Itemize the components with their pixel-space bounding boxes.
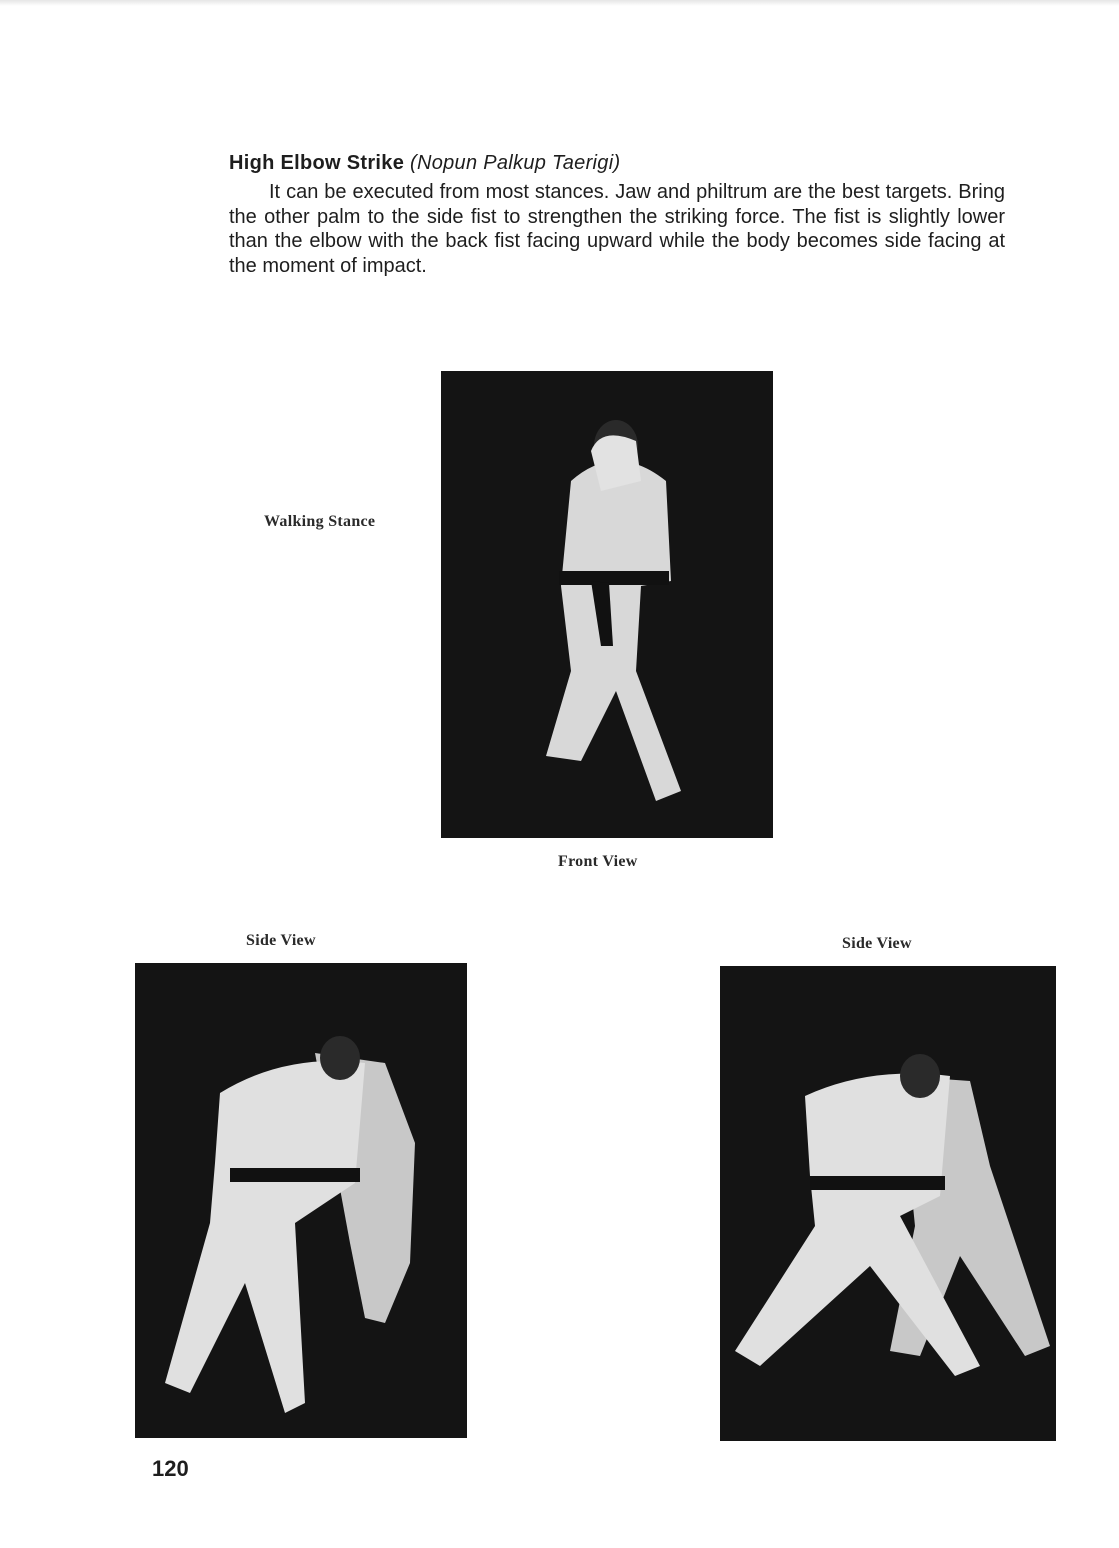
two-fighters-figure-icon (135, 963, 467, 1438)
heading-title: High Elbow Strike (229, 152, 405, 174)
side-view-caption-right: Side View (842, 935, 912, 952)
heading-subtitle: (Nopun Palkup Taerigi) (409, 152, 621, 174)
martial-artist-figure-icon (441, 371, 773, 838)
page-number: 120 (152, 1456, 189, 1481)
side-view-caption-left: Side View (246, 932, 316, 949)
side-view-photo-right (720, 966, 1056, 1441)
front-view-caption: Front View (558, 853, 638, 870)
body-paragraph: It can be executed from most stances. Jaw and philtrum are the best targets. Bring the other palm to the side fist to strengthen the striking force. The fist is slightly lower than the elbow with the back fist facing upward while the body becomes side facing at the moment of impact. (229, 181, 1005, 277)
walking-stance-label: Walking Stance (264, 513, 376, 530)
two-fighters-figure-icon (720, 966, 1056, 1441)
front-view-photo (441, 371, 773, 838)
scan-edge (0, 0, 1119, 6)
side-view-photo-left (135, 963, 467, 1438)
section-heading (229, 152, 620, 175)
